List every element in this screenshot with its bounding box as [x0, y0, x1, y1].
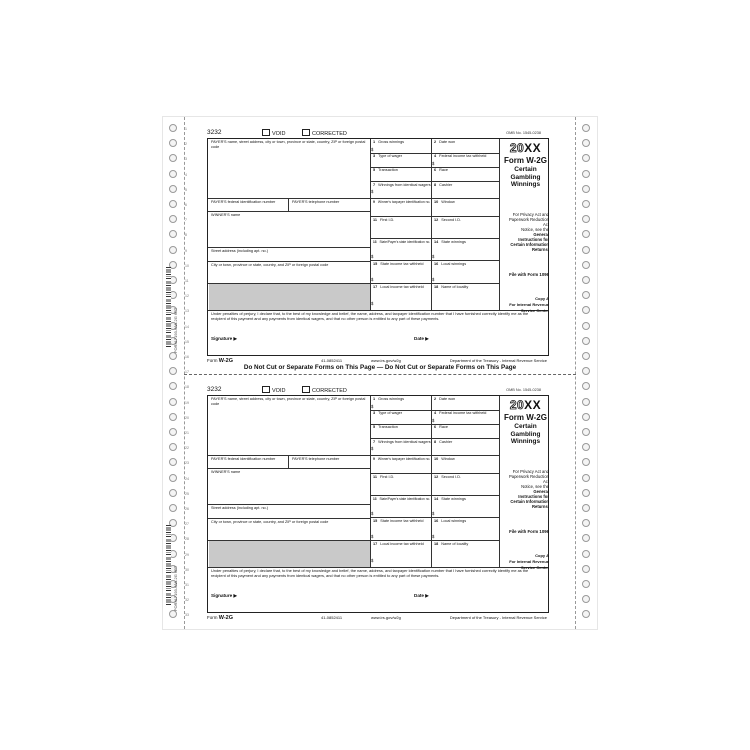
- dollar-sign: $: [371, 404, 374, 409]
- tractor-hole: [169, 443, 177, 451]
- tractor-hole: [582, 443, 590, 451]
- box-3-type-of-wager[interactable]: 3 Type of wager: [373, 411, 402, 415]
- tractor-hole: [582, 504, 590, 512]
- box-6-race[interactable]: 6 Race: [434, 425, 448, 429]
- corrected-checkbox[interactable]: [302, 386, 347, 394]
- catalog-number: 41-0852411: [321, 615, 343, 620]
- line-number: 26: [185, 507, 189, 511]
- tractor-hole: [582, 413, 590, 421]
- tractor-hole: [169, 200, 177, 208]
- box-16-local-winnings[interactable]: 16 Local winnings: [434, 262, 467, 266]
- signature-field[interactable]: Signature ▶: [211, 336, 237, 341]
- tractor-hole: [169, 170, 177, 178]
- box-4-federal-tax[interactable]: 4 Federal income tax withheld: [434, 154, 487, 158]
- line-number: 21: [185, 431, 189, 435]
- box-9-winner-tin[interactable]: 9 Winner's taxpayer identification no.: [373, 457, 431, 461]
- line-number: 3: [185, 157, 187, 162]
- box-10-window[interactable]: 10 Window: [434, 457, 455, 461]
- perjury-statement: Under penalties of perjury, I declare that, to the best of my knowledge and belief, the name, address, and taxpayer identification number that I have furnished correctly identify me as the recipient of this payment and any payments from identical wagers, and that no other person is entitled to any part of these payments.: [211, 311, 529, 321]
- box-5-transaction[interactable]: 5 Transaction: [373, 425, 398, 429]
- w2g-form-copy-2: [207, 385, 549, 625]
- corrected-box[interactable]: [302, 386, 310, 393]
- line-number: 7: [185, 218, 187, 223]
- do-not-cut-notice: Do Not Cut or Separate Forms on This Page — Do Not Cut or Separate Forms on This Page: [243, 364, 517, 371]
- date-field[interactable]: Date ▶: [414, 593, 429, 598]
- tractor-hole: [582, 382, 590, 390]
- tractor-hole: [582, 215, 590, 223]
- tractor-hole: [169, 413, 177, 421]
- signature-field[interactable]: Signature ▶: [211, 593, 237, 598]
- line-number: 12: [185, 294, 189, 299]
- street-address-field[interactable]: Street address (including apt. no.): [211, 249, 268, 253]
- file-with-note: File with Form 1096: [509, 272, 549, 277]
- line-number: 1: [185, 127, 187, 131]
- department-line: Department of the Treasury - Internal Revenue Service: [449, 358, 547, 363]
- w2g-form-copy-1: [207, 128, 549, 368]
- tractor-hole: [169, 230, 177, 238]
- form-code: 3232: [207, 386, 222, 393]
- omb-number: OMB No. 1545-0238: [506, 388, 541, 392]
- payer-fein-field[interactable]: PAYER'S federal identification number: [211, 200, 276, 204]
- box-1-gross-winnings[interactable]: 1 Gross winnings: [373, 140, 405, 144]
- footer-form-label: Form W-2G: [207, 615, 234, 621]
- barcode-bottom: [166, 525, 171, 605]
- tractor-hole: [169, 185, 177, 193]
- form-subtitle: Certain Gambling Winnings: [510, 166, 541, 188]
- line-number: 24: [185, 476, 189, 481]
- department-line: Department of the Treasury - Internal Revenue Service: [449, 615, 547, 620]
- tractor-hole: [169, 139, 177, 147]
- payer-name-field[interactable]: PAYER'S name, street address, city or town, province or state, country, ZIP or foreign postal code: [211, 140, 366, 149]
- line-number: 27: [185, 522, 189, 527]
- line-number: 18: [185, 385, 189, 390]
- box-3-type-of-wager[interactable]: 3 Type of wager: [373, 154, 402, 158]
- tractor-hole: [582, 291, 590, 299]
- line-number: 23: [185, 461, 189, 466]
- perforation-line: [184, 374, 576, 375]
- tax-year: 20XX: [509, 141, 542, 155]
- dollar-sign: $: [371, 558, 374, 563]
- box-11-first-id[interactable]: 11 First I.D.: [373, 218, 395, 222]
- privacy-notice: For Privacy Act and Paperwork Reduction Act Notice, see the General Instructions for Certain Information Returns.: [508, 212, 549, 252]
- box-14-state-winnings[interactable]: 14 State winnings: [434, 497, 466, 501]
- winner-name-field[interactable]: WINNER'S name: [211, 213, 241, 217]
- box-11-first-id[interactable]: 11 First I.D.: [373, 475, 395, 479]
- box-12-second-id[interactable]: 12 Second I.D.: [434, 475, 462, 479]
- tractor-hole: [582, 261, 590, 269]
- tractor-hole: [582, 580, 590, 588]
- tractor-hole: [582, 489, 590, 497]
- privacy-notice: For Privacy Act and Paperwork Reduction Act Notice, see the General Instructions for Certain Information Returns.: [508, 469, 549, 509]
- dollar-sign: $: [371, 189, 374, 194]
- form-grid: [207, 395, 549, 613]
- box-2-date-won[interactable]: 2 Date won: [434, 397, 456, 401]
- line-number: 19: [185, 400, 189, 405]
- tractor-hole: [582, 352, 590, 360]
- line-number: 13: [185, 309, 189, 314]
- tractor-hole: [582, 398, 590, 406]
- city-field[interactable]: City or town, province or state, country, and ZIP or foreign postal code: [211, 263, 329, 267]
- form-code: 3232: [207, 129, 222, 136]
- line-number: 2: [185, 142, 187, 147]
- line-number: 9: [185, 248, 187, 253]
- box-5-transaction[interactable]: 5 Transaction: [373, 168, 398, 172]
- void-checkbox[interactable]: [262, 129, 285, 137]
- line-number: 33: [185, 613, 189, 618]
- tractor-hole: [582, 565, 590, 573]
- tractor-hole: [582, 610, 590, 618]
- barcode-top: [166, 267, 171, 347]
- tractor-hole: [582, 534, 590, 542]
- form-title: Form W-2G: [504, 156, 547, 165]
- tractor-hole: [169, 352, 177, 360]
- street-address-field[interactable]: Street address (including apt. no.): [211, 506, 268, 510]
- line-number: 16: [185, 355, 189, 359]
- form-grid: [207, 138, 549, 356]
- box-10-window[interactable]: 10 Window: [434, 200, 455, 204]
- line-number: 17: [185, 370, 189, 375]
- tractor-hole: [169, 215, 177, 223]
- tax-year: 20XX: [509, 398, 542, 412]
- line-number: 20: [185, 415, 189, 420]
- box-9-winner-tin[interactable]: 9 Winner's taxpayer identification no.: [373, 200, 431, 204]
- box-6-race[interactable]: 6 Race: [434, 168, 448, 172]
- box-13-state-id[interactable]: 13 State/Payer's state identification no.: [373, 240, 431, 244]
- tractor-hole: [582, 306, 590, 314]
- tractor-hole: [582, 428, 590, 436]
- dollar-sign: $: [432, 418, 435, 423]
- line-number: 8: [185, 233, 187, 238]
- tractor-hole: [169, 458, 177, 466]
- line-number: 30: [185, 567, 189, 572]
- footer-form-label: Form W-2G: [207, 358, 234, 364]
- line-number: 15: [185, 339, 189, 344]
- shaded-area: [209, 540, 370, 567]
- line-number: 29: [185, 552, 189, 557]
- copy-designation: Copy A For Internal Revenue Service Center: [509, 553, 549, 570]
- tractor-hole: [169, 474, 177, 482]
- tractor-feed-sheet: [163, 117, 597, 629]
- dollar-sign: $: [432, 511, 435, 516]
- catalog-number: 41-0852411: [321, 358, 343, 363]
- line-number: 32: [185, 598, 189, 603]
- corrected-label: CORRECTED: [312, 131, 347, 137]
- tractor-hole: [169, 154, 177, 162]
- tractor-hole: [582, 550, 590, 558]
- tractor-hole: [582, 337, 590, 345]
- dollar-sign: $: [432, 534, 435, 539]
- tractor-hole: [582, 170, 590, 178]
- box-8-cashier[interactable]: 8 Cashier: [434, 183, 453, 187]
- tractor-hole: [582, 246, 590, 254]
- corrected-label: CORRECTED: [312, 388, 347, 394]
- void-label: VOID: [272, 131, 286, 137]
- box-16-local-winnings[interactable]: 16 Local winnings: [434, 519, 467, 523]
- box-7-identical-wagers[interactable]: 7 Winnings from identical wagers: [373, 440, 431, 444]
- dollar-sign: $: [371, 254, 374, 259]
- box-15-state-tax[interactable]: 15 State income tax withheld: [373, 262, 424, 266]
- tractor-hole: [582, 519, 590, 527]
- city-field[interactable]: City or town, province or state, country, and ZIP or foreign postal code: [211, 520, 329, 524]
- irs-url: www.irs.gov/w2g: [371, 358, 401, 363]
- void-label: VOID: [272, 388, 286, 394]
- payer-name-field[interactable]: PAYER'S name, street address, city or town, province or state, country, ZIP or foreign postal code: [211, 397, 366, 406]
- right-tractor-strip: [575, 117, 597, 629]
- box-18-locality[interactable]: 18 Name of locality: [434, 285, 469, 289]
- tractor-hole: [582, 276, 590, 284]
- line-number: 25: [185, 491, 189, 496]
- line-number: 22: [185, 446, 189, 451]
- line-number: 4: [185, 172, 187, 177]
- tractor-hole: [582, 230, 590, 238]
- dollar-sign: $: [371, 301, 374, 306]
- box-14-state-winnings[interactable]: 14 State winnings: [434, 240, 466, 244]
- copy-designation: Copy A For Internal Revenue Service Center: [509, 296, 549, 313]
- line-number: 10: [185, 263, 189, 268]
- tractor-hole: [169, 610, 177, 618]
- form-title: Form W-2G: [504, 413, 547, 422]
- tractor-hole: [169, 398, 177, 406]
- tractor-hole: [582, 124, 590, 132]
- tractor-hole: [169, 124, 177, 132]
- line-number: 14: [185, 324, 189, 329]
- tractor-hole: [582, 200, 590, 208]
- corrected-box[interactable]: [302, 129, 310, 136]
- line-number: 5: [185, 187, 187, 192]
- line-number: 31: [185, 583, 189, 587]
- tractor-hole: [169, 489, 177, 497]
- box-8-cashier[interactable]: 8 Cashier: [434, 440, 453, 444]
- box-17-local-tax[interactable]: 17 Local income tax withheld: [373, 542, 424, 546]
- tractor-hole: [582, 458, 590, 466]
- dollar-sign: $: [432, 277, 435, 282]
- winner-name-field[interactable]: WINNER'S name: [211, 470, 241, 474]
- tractor-hole: [582, 322, 590, 330]
- box-7-identical-wagers[interactable]: 7 Winnings from identical wagers: [373, 183, 431, 187]
- tractor-hole: [169, 382, 177, 390]
- tractor-hole: [582, 185, 590, 193]
- file-with-note: File with Form 1096: [509, 529, 549, 534]
- form-subtitle: Certain Gambling Winnings: [510, 423, 541, 445]
- void-box[interactable]: [262, 129, 270, 136]
- dollar-sign: $: [371, 147, 374, 152]
- shaded-area: [209, 283, 370, 310]
- tractor-hole: [582, 474, 590, 482]
- payer-fein-field[interactable]: PAYER'S federal identification number: [211, 457, 276, 461]
- dollar-sign: $: [371, 277, 374, 282]
- box-4-federal-tax[interactable]: 4 Federal income tax withheld: [434, 411, 487, 415]
- tractor-hole: [169, 504, 177, 512]
- corrected-checkbox[interactable]: [302, 129, 347, 137]
- edge-code-bottom: FORM 7193-6/W-2G 6PT: [173, 565, 178, 611]
- date-field[interactable]: Date ▶: [414, 336, 429, 341]
- box-17-local-tax[interactable]: 17 Local income tax withheld: [373, 285, 424, 289]
- line-number: 28: [185, 537, 189, 542]
- line-number: 11: [185, 279, 189, 283]
- irs-url: www.irs.gov/w2g: [371, 615, 401, 620]
- dollar-sign: $: [432, 254, 435, 259]
- dollar-sign: $: [432, 161, 435, 166]
- tractor-hole: [582, 367, 590, 375]
- dollar-sign: $: [371, 534, 374, 539]
- perjury-statement: Under penalties of perjury, I declare that, to the best of my knowledge and belief, the name, address, and taxpayer identification number that I have furnished correctly identify me as the recipient of this payment and any payments from identical wagers, and that no other person is entitled to any part of these payments.: [211, 568, 529, 578]
- box-13-state-id[interactable]: 13 State/Payer's state identification no.: [373, 497, 431, 501]
- box-18-locality[interactable]: 18 Name of locality: [434, 542, 469, 546]
- payer-phone-field[interactable]: PAYER'S telephone number: [292, 457, 340, 461]
- void-box[interactable]: [262, 386, 270, 393]
- payer-phone-field[interactable]: PAYER'S telephone number: [292, 200, 340, 204]
- tractor-hole: [169, 428, 177, 436]
- box-12-second-id[interactable]: 12 Second I.D.: [434, 218, 462, 222]
- tractor-hole: [169, 367, 177, 375]
- edge-code-top: FORM 7193-6/W-2G 6PT: [173, 307, 178, 353]
- void-checkbox[interactable]: [262, 386, 285, 394]
- box-2-date-won[interactable]: 2 Date won: [434, 140, 456, 144]
- box-1-gross-winnings[interactable]: 1 Gross winnings: [373, 397, 405, 401]
- dollar-sign: $: [371, 446, 374, 451]
- line-number: 6: [185, 203, 187, 207]
- dollar-sign: $: [371, 511, 374, 516]
- tractor-hole: [169, 246, 177, 254]
- tractor-hole: [582, 139, 590, 147]
- tractor-hole: [582, 595, 590, 603]
- tractor-hole: [582, 154, 590, 162]
- omb-number: OMB No. 1545-0238: [506, 131, 541, 135]
- box-15-state-tax[interactable]: 15 State income tax withheld: [373, 519, 424, 523]
